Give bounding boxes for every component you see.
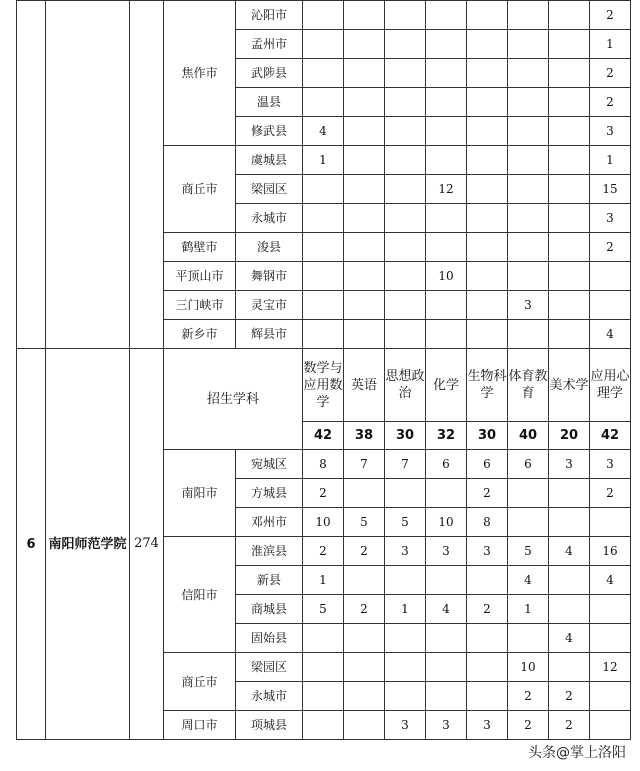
value-cell — [426, 320, 467, 349]
value-cell — [385, 479, 426, 508]
value-cell — [385, 624, 426, 653]
value-cell: 15 — [590, 175, 631, 204]
value-cell — [508, 508, 549, 537]
county-cell: 方城县 — [236, 479, 303, 508]
value-cell — [426, 204, 467, 233]
subject-total: 30 — [467, 422, 508, 450]
value-cell — [385, 175, 426, 204]
city-cell: 新乡市 — [164, 320, 236, 349]
value-cell: 3 — [467, 537, 508, 566]
value-cell — [426, 117, 467, 146]
city-cell: 周口市 — [164, 711, 236, 740]
value-cell: 3 — [590, 117, 631, 146]
value-cell: 2 — [590, 1, 631, 30]
county-cell: 新县 — [236, 566, 303, 595]
subject-name: 生物科学 — [467, 349, 508, 422]
value-cell: 2 — [303, 537, 344, 566]
county-cell: 淮滨县 — [236, 537, 303, 566]
subject-total: 40 — [508, 422, 549, 450]
value-cell — [426, 1, 467, 30]
school-cell — [46, 1, 130, 349]
value-cell: 1 — [590, 30, 631, 59]
value-cell: 10 — [426, 262, 467, 291]
value-cell — [385, 291, 426, 320]
value-cell: 2 — [590, 479, 631, 508]
value-cell — [344, 233, 385, 262]
value-cell — [508, 204, 549, 233]
value-cell: 8 — [303, 450, 344, 479]
value-cell: 2 — [549, 711, 590, 740]
value-cell — [385, 1, 426, 30]
watermark: 头条@掌上洛阳 — [524, 741, 630, 763]
county-cell: 固始县 — [236, 624, 303, 653]
value-cell: 1 — [303, 566, 344, 595]
value-cell — [549, 88, 590, 117]
value-cell — [344, 566, 385, 595]
value-cell: 5 — [344, 508, 385, 537]
value-cell — [426, 146, 467, 175]
value-cell — [344, 291, 385, 320]
value-cell: 5 — [508, 537, 549, 566]
value-cell — [303, 88, 344, 117]
city-cell: 商丘市 — [164, 146, 236, 233]
school-total: 274 — [130, 349, 164, 740]
value-cell — [385, 566, 426, 595]
subject-total: 30 — [385, 422, 426, 450]
value-cell — [385, 653, 426, 682]
value-cell: 10 — [303, 508, 344, 537]
value-cell — [508, 117, 549, 146]
value-cell: 4 — [590, 320, 631, 349]
value-cell — [303, 30, 344, 59]
school-name: 南阳师范学院 — [46, 349, 130, 740]
value-cell — [385, 204, 426, 233]
value-cell: 4 — [303, 117, 344, 146]
value-cell — [303, 653, 344, 682]
value-cell — [303, 624, 344, 653]
value-cell — [426, 566, 467, 595]
value-cell — [385, 146, 426, 175]
value-cell — [426, 291, 467, 320]
school-block — [17, 349, 631, 740]
value-cell — [467, 624, 508, 653]
value-cell — [467, 291, 508, 320]
city-cell: 信阳市 — [164, 537, 236, 653]
value-cell: 2 — [590, 59, 631, 88]
value-cell: 3 — [385, 537, 426, 566]
county-cell: 修武县 — [236, 117, 303, 146]
subject-name: 化学 — [426, 349, 467, 422]
value-cell — [467, 146, 508, 175]
enrollment-table — [16, 0, 631, 740]
value-cell — [344, 175, 385, 204]
value-cell — [303, 320, 344, 349]
value-cell — [467, 204, 508, 233]
value-cell — [385, 117, 426, 146]
value-cell — [467, 175, 508, 204]
county-cell: 舞钢市 — [236, 262, 303, 291]
county-cell: 永城市 — [236, 204, 303, 233]
value-cell: 3 — [590, 204, 631, 233]
value-cell — [303, 175, 344, 204]
value-cell — [467, 88, 508, 117]
value-cell — [344, 30, 385, 59]
value-cell — [467, 320, 508, 349]
county-cell: 邓州市 — [236, 508, 303, 537]
value-cell — [590, 624, 631, 653]
value-cell — [549, 30, 590, 59]
subject-name: 数学与应用数学 — [303, 349, 344, 422]
index-cell — [17, 1, 46, 349]
value-cell — [426, 30, 467, 59]
table-row — [17, 1, 631, 30]
value-cell: 4 — [549, 537, 590, 566]
value-cell — [344, 59, 385, 88]
value-cell — [303, 1, 344, 30]
value-cell — [344, 711, 385, 740]
value-cell — [426, 88, 467, 117]
value-cell: 2 — [549, 682, 590, 711]
value-cell: 3 — [590, 450, 631, 479]
subject-name: 英语 — [344, 349, 385, 422]
value-cell: 10 — [508, 653, 549, 682]
value-cell — [549, 262, 590, 291]
value-cell — [385, 682, 426, 711]
subject-name: 美术学 — [549, 349, 590, 422]
value-cell — [303, 262, 344, 291]
value-cell — [426, 59, 467, 88]
value-cell — [385, 59, 426, 88]
value-cell: 3 — [508, 291, 549, 320]
value-cell: 1 — [590, 146, 631, 175]
subject-total: 32 — [426, 422, 467, 450]
value-cell — [344, 624, 385, 653]
value-cell: 1 — [303, 146, 344, 175]
value-cell — [590, 682, 631, 711]
value-cell: 3 — [426, 711, 467, 740]
subject-total: 42 — [303, 422, 344, 450]
value-cell — [549, 595, 590, 624]
value-cell: 2 — [508, 682, 549, 711]
subject-header-row — [17, 349, 631, 422]
value-cell: 2 — [467, 595, 508, 624]
value-cell: 4 — [426, 595, 467, 624]
value-cell — [303, 291, 344, 320]
value-cell — [344, 1, 385, 30]
county-cell: 虞城县 — [236, 146, 303, 175]
value-cell — [344, 88, 385, 117]
value-cell — [590, 595, 631, 624]
value-cell — [508, 175, 549, 204]
city-cell: 商丘市 — [164, 653, 236, 711]
value-cell — [549, 59, 590, 88]
value-cell — [549, 566, 590, 595]
value-cell — [467, 117, 508, 146]
value-cell — [385, 233, 426, 262]
value-cell — [549, 233, 590, 262]
value-cell — [508, 88, 549, 117]
value-cell — [549, 508, 590, 537]
city-cell: 焦作市 — [164, 1, 236, 146]
value-cell — [344, 262, 385, 291]
value-cell — [549, 175, 590, 204]
value-cell — [508, 146, 549, 175]
value-cell — [467, 30, 508, 59]
value-cell: 7 — [344, 450, 385, 479]
value-cell — [549, 653, 590, 682]
value-cell — [467, 1, 508, 30]
value-cell — [590, 291, 631, 320]
value-cell — [467, 262, 508, 291]
value-cell — [426, 479, 467, 508]
top-block — [17, 1, 631, 349]
value-cell — [344, 117, 385, 146]
value-cell — [590, 508, 631, 537]
value-cell: 1 — [385, 595, 426, 624]
county-cell: 灵宝市 — [236, 291, 303, 320]
value-cell — [508, 59, 549, 88]
value-cell: 16 — [590, 537, 631, 566]
value-cell — [549, 291, 590, 320]
value-cell — [344, 204, 385, 233]
subject-total: 38 — [344, 422, 385, 450]
value-cell: 1 — [508, 595, 549, 624]
value-cell: 12 — [426, 175, 467, 204]
value-cell — [549, 320, 590, 349]
city-cell: 三门峡市 — [164, 291, 236, 320]
value-cell — [508, 1, 549, 30]
value-cell: 8 — [467, 508, 508, 537]
value-cell — [467, 566, 508, 595]
city-cell: 平顶山市 — [164, 262, 236, 291]
county-cell: 沁阳市 — [236, 1, 303, 30]
value-cell — [549, 146, 590, 175]
value-cell — [549, 479, 590, 508]
county-cell: 项城县 — [236, 711, 303, 740]
value-cell — [344, 320, 385, 349]
value-cell — [549, 1, 590, 30]
value-cell — [590, 262, 631, 291]
value-cell: 2 — [344, 595, 385, 624]
subject-name: 思想政治 — [385, 349, 426, 422]
value-cell — [549, 117, 590, 146]
subject-name: 应用心理学 — [590, 349, 631, 422]
value-cell: 2 — [508, 711, 549, 740]
value-cell — [385, 88, 426, 117]
value-cell — [303, 711, 344, 740]
value-cell: 4 — [549, 624, 590, 653]
value-cell — [467, 233, 508, 262]
value-cell — [508, 320, 549, 349]
value-cell: 4 — [508, 566, 549, 595]
value-cell — [508, 233, 549, 262]
value-cell — [508, 262, 549, 291]
value-cell: 3 — [426, 537, 467, 566]
value-cell — [426, 233, 467, 262]
value-cell — [303, 682, 344, 711]
value-cell — [303, 204, 344, 233]
total-cell — [130, 1, 164, 349]
value-cell: 5 — [303, 595, 344, 624]
value-cell: 12 — [590, 653, 631, 682]
subject-total: 20 — [549, 422, 590, 450]
value-cell: 3 — [385, 711, 426, 740]
value-cell — [303, 233, 344, 262]
subject-name: 体育教育 — [508, 349, 549, 422]
county-cell: 梁园区 — [236, 653, 303, 682]
value-cell — [426, 624, 467, 653]
value-cell: 4 — [590, 566, 631, 595]
county-cell: 宛城区 — [236, 450, 303, 479]
value-cell: 2 — [344, 537, 385, 566]
value-cell — [467, 59, 508, 88]
county-cell: 商城县 — [236, 595, 303, 624]
value-cell: 7 — [385, 450, 426, 479]
value-cell — [508, 479, 549, 508]
value-cell: 3 — [467, 711, 508, 740]
value-cell — [385, 262, 426, 291]
value-cell: 6 — [508, 450, 549, 479]
value-cell — [303, 59, 344, 88]
county-cell: 温县 — [236, 88, 303, 117]
county-cell: 辉县市 — [236, 320, 303, 349]
value-cell: 2 — [467, 479, 508, 508]
value-cell — [385, 320, 426, 349]
value-cell: 6 — [426, 450, 467, 479]
county-cell: 浚县 — [236, 233, 303, 262]
value-cell: 2 — [590, 88, 631, 117]
county-cell: 孟州市 — [236, 30, 303, 59]
city-cell: 南阳市 — [164, 450, 236, 537]
value-cell: 5 — [385, 508, 426, 537]
subject-header: 招生学科 — [164, 349, 303, 450]
county-cell: 永城市 — [236, 682, 303, 711]
value-cell — [385, 30, 426, 59]
value-cell — [508, 624, 549, 653]
value-cell — [344, 479, 385, 508]
value-cell — [590, 711, 631, 740]
county-cell: 武陟县 — [236, 59, 303, 88]
value-cell — [426, 653, 467, 682]
value-cell — [508, 30, 549, 59]
county-cell: 梁园区 — [236, 175, 303, 204]
value-cell — [344, 653, 385, 682]
city-cell: 鹤壁市 — [164, 233, 236, 262]
value-cell — [426, 682, 467, 711]
value-cell — [549, 204, 590, 233]
value-cell: 2 — [590, 233, 631, 262]
value-cell — [467, 653, 508, 682]
value-cell: 2 — [303, 479, 344, 508]
school-index: 6 — [17, 349, 46, 740]
subject-total: 42 — [590, 422, 631, 450]
value-cell: 10 — [426, 508, 467, 537]
value-cell — [467, 682, 508, 711]
value-cell: 6 — [467, 450, 508, 479]
value-cell: 3 — [549, 450, 590, 479]
value-cell — [344, 682, 385, 711]
value-cell — [344, 146, 385, 175]
